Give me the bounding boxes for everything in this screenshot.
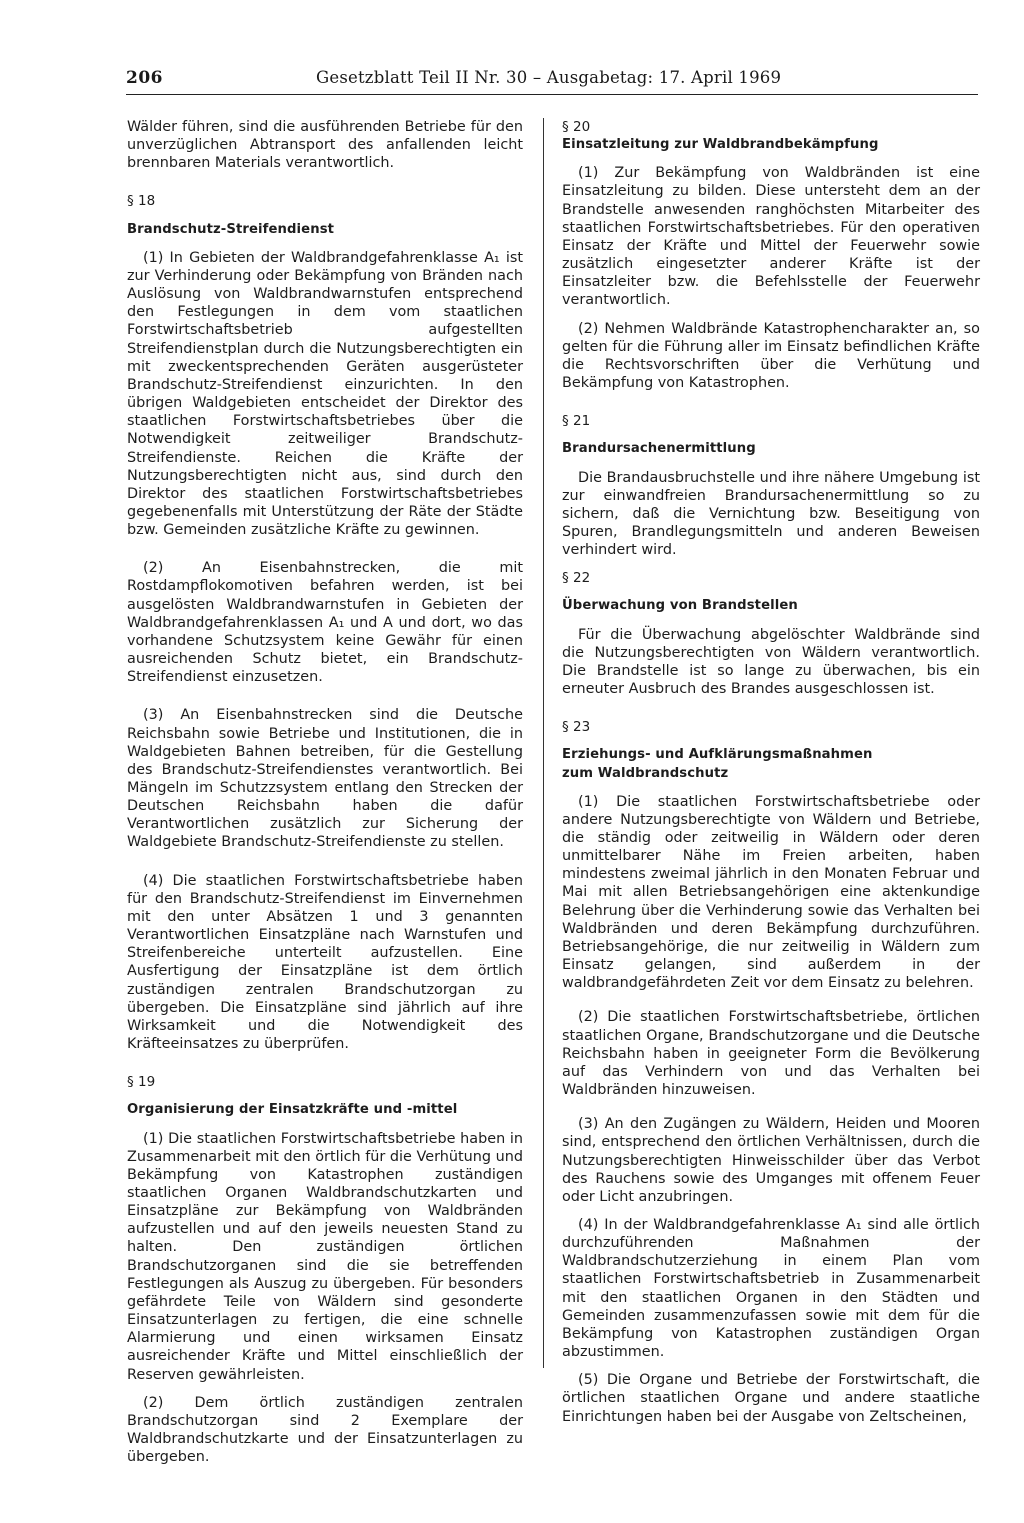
paragraph: (4) In der Waldbrandgefahrenklasse A₁ sind alle örtlich durchzuführenden Maßnahmen der Waldbrandschutzerziehung in einem Plan vom staatlichen Forstwirtschaftsbetrieb in Zusammenarbeit mit den staatlichen Organen in den Städten und Gemeinden zusammenzufassen sowie mit dem für die Bekämpfung von Katastrophen zuständigen Organ abzustimmen.	[562, 1216, 980, 1361]
section-number: § 18	[127, 193, 156, 210]
paragraph: (4) Die staatlichen Forstwirtschaftsbetriebe haben für den Brandschutz-Streifendienst im Einvernehmen mit den unter Absätzen 1 und 3 genannten Verantwortlichen Einsatzpläne nach Warnstufen und Streifenbereiche unterteilt aufzustellen. Eine Ausfertigung der Einsatzpläne ist dem örtlich zuständigen zentralen Brandschutzorgan zu übergeben. Die Einsatzpläne sind jährlich auf ihre Wirksamkeit und die Notwendigkeit des Kräfteeinsatzes zu überprüfen.	[127, 872, 523, 1053]
section-title: zum Waldbrandschutz	[562, 765, 729, 781]
paragraph: (2) Die staatlichen Forstwirtschaftsbetriebe, örtlichen staatlichen Organe, Brandschutzorgane und die Deutsche Reichsbahn haben in geeigneter Form die Bevölkerung auf das Verhindern von und das Verhalten bei Waldbränden hinzuweisen.	[562, 1009, 980, 1099]
paragraph: (3) An Eisenbahnstrecken sind die Deutsche Reichsbahn sowie Betriebe und Institutionen, die in Waldgebieten Bahnen betreiben, für die Gestellung des Brandschutz-Streifendienstes verantwortlich. Bei Mängeln im Schutzzsystem entlang den Strecken der Deutschen Reichsbahn haben die dafür Verantwortlichen zusätzlich zur Sicherung der Waldgebiete Brandschutz-Streifendienste zu stellen.	[127, 707, 523, 851]
left-column	[127, 118, 523, 1466]
section-title: Überwachung von Brandstellen	[562, 598, 798, 614]
paragraph: (2) Nehmen Waldbrände Katastrophencharakter an, so gelten für die Führung aller im Einsatz befindlichen Kräfte die Rechtsvorschriften über die Verhütung und Bekämpfung von Katastrophen.	[562, 320, 980, 392]
running-title: Gesetzblatt Teil II Nr. 30 – Ausgabetag: 17. April 1969	[316, 68, 782, 87]
paragraph: (3) An den Zugängen zu Wäldern, Heiden und Mooren sind, entsprechend den örtlichen Verhältnissen, durch die Nutzungsberechtigten Hinweisschilder über das Verbot des Rauchens sowie des Umganges mit offenem Feuer oder Licht anzubringen.	[562, 1116, 980, 1205]
paragraph: Die Brandausbruchstelle und ihre nähere Umgebung ist zur einwandfreien Brandursachenermittlung so zu sichern, daß die Vernichtung bzw. Beseitigung von Spuren, Brandlegungsmitteln und anderen Beweisen verhindert wird.	[562, 469, 980, 559]
section-title: Einsatzleitung zur Waldbrandbekämpfung	[562, 137, 879, 153]
paragraph: (1) Die staatlichen Forstwirtschaftsbetriebe haben in Zusammenarbeit mit den örtlich für die Verhütung und Bekämpfung von Katastrophen zuständigen staatlichen Organen Waldbrandschutzkarten und Einsatzpläne zur Bekämpfung von Waldbränden aufzustellen und auf den jeweils neuesten Stand zu halten. Den zuständigen örtlichen Brandschutzorganen sind die sie betreffenden Festlegungen als Auszug zu übergeben. Für besonders gefährdete Teile von Wäldern sind gesonderte Einsatzunterlagen zu fertigen, die eine schnelle Alarmierung und einen wirksamen Einsatz ausreichender Kräfte und Mittel einschließlich der Reserven gewährleisten.	[127, 1130, 523, 1383]
paragraph: (2) An Eisenbahnstrecken, die mit Rostdampflokomotiven befahren werden, ist bei ausgelösten Waldbrandwarnstufen in Gebieten der Waldbrandgefahrenklassen A₁ und A und dort, wo das vorhandene Schutzsystem keine Gewähr für einen ausreichenden Schutz bietet, ein Brandschutz-Streifendienst einzusetzen.	[127, 560, 523, 686]
section-number: § 21	[562, 413, 591, 430]
paragraph: (1) In Gebieten der Waldbrandgefahrenklasse A₁ ist zur Verhinderung oder Bekämpfung von Bränden nach Auslösung von Waldbrandwarnstufen entsprechend den Festlegungen in dem vom staatlichen Forstwirtschaftsbetrieb aufgestellten Streifendienstplan durch die Nutzungsberechtigten ein mit zweckentsprechenden Geräten ausgerüsteter Brandschutz-Streifendienst einzurichten. In den übrigen Waldgebieten entscheidet der Direktor des staatlichen Forstwirtschaftsbetriebes über die Notwendigkeit zeitweiliger Brandschutz-Streifendienste. Reichen die Kräfte der Nutzungsberechtigten nicht aus, sind durch den Direktor des staatlichen Forstwirtschaftsbetriebes gegebenenfalls mit Unterstützung der Räte der Städte bzw. Gemeinden zusätzliche Kräfte zu gewinnen.	[127, 249, 523, 539]
section-number: § 22	[562, 570, 591, 587]
column-divider	[543, 118, 544, 1368]
paragraph: Für die Überwachung abgelöschter Waldbrände sind die Nutzungsberechtigten von Wäldern verantwortlich. Die Brandstelle ist so lange zu überwachen, bis ein erneuter Ausbruch des Brandes ausgeschlossen ist.	[562, 626, 980, 698]
header-rule	[126, 94, 978, 95]
section-title: Brandschutz-Streifendienst	[127, 221, 335, 237]
paragraph: (1) Die staatlichen Forstwirtschaftsbetriebe oder andere Nutzungsberechtigte von Wäldern und Betriebe, die ständig oder zeitweilig in Wäldern oder deren unmittelbarer Nähe im Freien arbeiten, haben mindestens zweimal jährlich in den Monaten Februar und Mai mit allen Betriebsangehörigen eine aktenkundige Belehrung über die Verhinderung sowie das Verhalten bei Waldbränden und deren Bekämpfung durchzuführen. Betriebsangehörige, die nur zeitweilig in Wäldern zum Einsatz gelangen, sind außerdem in der waldbrandgefährdeten Zeit vor dem Einsatz zu belehren.	[562, 793, 980, 992]
section-number: § 20	[562, 119, 591, 135]
right-column	[562, 118, 980, 1426]
page-number: 206	[126, 68, 163, 88]
section-title: Erziehungs- und Aufklärungsmaßnahmen	[562, 747, 873, 763]
paragraph: (1) Zur Bekämpfung von Waldbränden ist eine Einsatzleitung zu bilden. Diese untersteht dem an der Brandstelle anwesenden ranghöchsten Mitarbeiter des staatlichen Forstwirtschaftsbetriebes. Für den operativen Einsatz der Kräfte und Mittel der Feuerwehr sowie zusätzlich eingesetzter anderer Kräfte ist der Einsatzleiter bzw. die Befehlsstelle der Feuerwehr verantwortlich.	[562, 165, 980, 309]
section-number: § 19	[127, 1074, 156, 1091]
section-title: Organisierung der Einsatzkräfte und -mittel	[127, 1102, 458, 1118]
paragraph: (2) Dem örtlich zuständigen zentralen Brandschutzorgan sind 2 Exemplare der Waldbrandschutzkarte und der Einsatzunterlagen zu übergeben.	[127, 1394, 523, 1466]
section-number: § 23	[562, 719, 591, 736]
paragraph: Wälder führen, sind die ausführenden Betriebe für den unverzüglichen Abtransport des anfallenden leicht brennbaren Materials verantwortlich.	[127, 119, 523, 172]
page-header	[126, 68, 978, 94]
section-title: Brandursachenermittlung	[562, 441, 756, 457]
paragraph: (5) Die Organe und Betriebe der Forstwirtschaft, die örtlichen staatlichen Organe und andere staatliche Einrichtungen haben bei der Ausgabe von Zeltscheinen,	[562, 1372, 980, 1425]
